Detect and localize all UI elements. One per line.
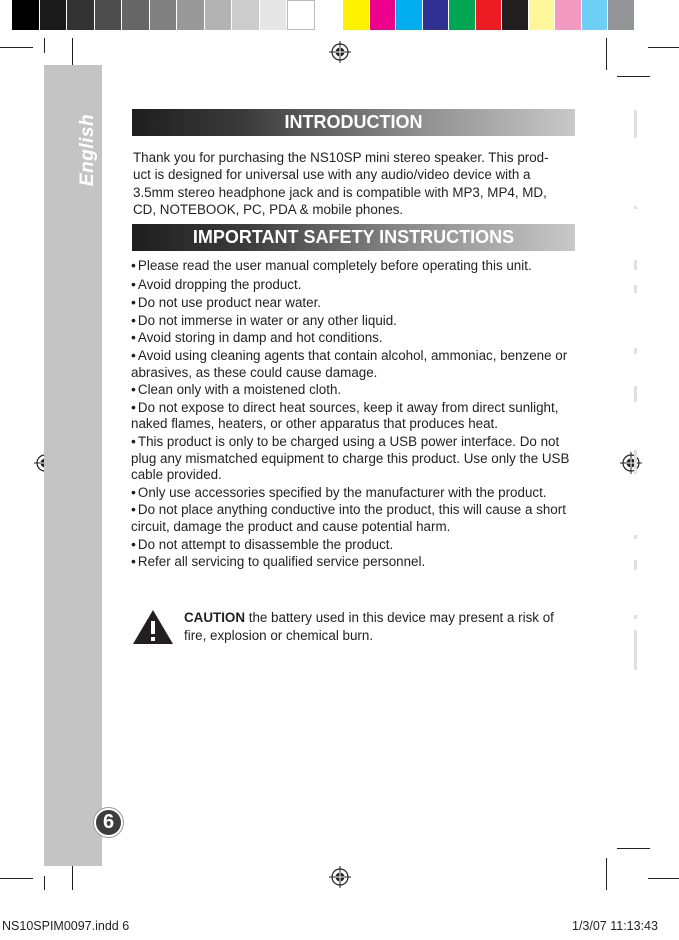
introduction-body — [133, 149, 578, 218]
caution-note — [132, 609, 582, 649]
caution-label: CAUTION — [184, 610, 245, 625]
process-color-bar — [343, 0, 635, 30]
crop-mark — [606, 38, 607, 70]
color-swatch — [260, 0, 288, 30]
introduction-heading: INTRODUCTION — [132, 109, 575, 136]
list-item: • Avoid storing in damp and hot conditions. — [131, 329, 579, 347]
list-item: • Avoid dropping the product. — [131, 276, 579, 294]
color-swatch — [122, 0, 150, 30]
caution-body: the battery used in this device may present a risk of fire, explosion or chemical burn. — [184, 610, 554, 643]
list-item: • Do not use product near water. — [131, 294, 579, 312]
color-swatch — [608, 0, 635, 30]
intro-line: CD, NOTEBOOK, PC, PDA & mobile phones. — [133, 201, 404, 217]
color-swatch — [67, 0, 95, 30]
file-slug: NS10SPIM0097.indd 6 — [2, 919, 130, 933]
crop-mark — [0, 47, 33, 48]
list-item: • Do not immerse in water or any other liquid. — [131, 312, 579, 330]
grayscale-color-bar — [12, 0, 315, 30]
page-number: 6 — [94, 808, 123, 837]
language-label: English — [77, 113, 98, 187]
crop-mark — [617, 848, 650, 849]
color-swatch — [555, 0, 582, 30]
color-swatch — [529, 0, 556, 30]
color-swatch — [582, 0, 609, 30]
crop-mark — [0, 878, 33, 879]
color-swatch — [423, 0, 450, 30]
list-item: • Do not expose to direct heat sources, keep it away from direct sunlight, naked flames, heaters, or other apparatus that produces heat. — [131, 399, 579, 433]
color-swatch — [95, 0, 123, 30]
color-swatch — [370, 0, 397, 30]
language-tab — [68, 112, 108, 188]
crop-mark — [617, 76, 650, 77]
crop-mark — [44, 38, 45, 53]
list-item: • Avoid using cleaning agents that contain alcohol, ammoniac, benzene or abrasives, as these could cause damage. — [131, 347, 579, 381]
color-swatch — [232, 0, 260, 30]
list-item: • Refer all servicing to qualified service personnel. — [131, 553, 579, 571]
caution-text — [184, 609, 574, 644]
crop-mark — [606, 858, 607, 890]
color-swatch — [287, 0, 315, 30]
list-item: • This product is only to be charged using a USB power interface. Do not plug any mismatched equipment to charge this product. Use only the USB cable provided. — [131, 433, 579, 484]
intro-line: uct is designed for universal use with any audio/video device with a — [133, 167, 531, 183]
list-item: • Only use accessories specified by the manufacturer with the product. — [131, 484, 579, 502]
list-item: • Do not place anything conductive into the product, this will cause a short circuit, damage the product and cause potential harm. — [131, 501, 579, 535]
color-swatch — [150, 0, 178, 30]
bleed-marks — [634, 110, 640, 710]
intro-line: Thank you for purchasing the NS10SP mini stereo speaker. This prod- — [133, 150, 549, 165]
safety-list — [131, 257, 579, 571]
list-item: • Please read the user manual completely before operating this unit. — [131, 257, 579, 275]
crop-mark — [648, 47, 679, 48]
crop-mark — [648, 878, 679, 879]
list-item: • Clean only with a moistened cloth. — [131, 381, 579, 399]
color-swatch — [40, 0, 68, 30]
intro-line: 3.5mm stereo headphone jack and is compatible with MP3, MP4, MD, — [133, 184, 547, 200]
date-slug: 1/3/07 11:13:43 — [572, 919, 658, 933]
color-swatch — [476, 0, 503, 30]
list-item: • Do not attempt to disassemble the product. — [131, 536, 579, 554]
crop-mark — [44, 876, 45, 890]
color-swatch — [205, 0, 233, 30]
registration-mark-icon — [329, 866, 351, 888]
color-swatch — [449, 0, 476, 30]
color-swatch — [12, 0, 40, 30]
color-swatch — [343, 0, 370, 30]
registration-mark-icon — [329, 41, 351, 63]
safety-heading: IMPORTANT SAFETY INSTRUCTIONS — [132, 224, 575, 251]
color-swatch — [177, 0, 205, 30]
warning-icon — [132, 609, 174, 645]
color-swatch — [396, 0, 423, 30]
color-swatch — [502, 0, 529, 30]
